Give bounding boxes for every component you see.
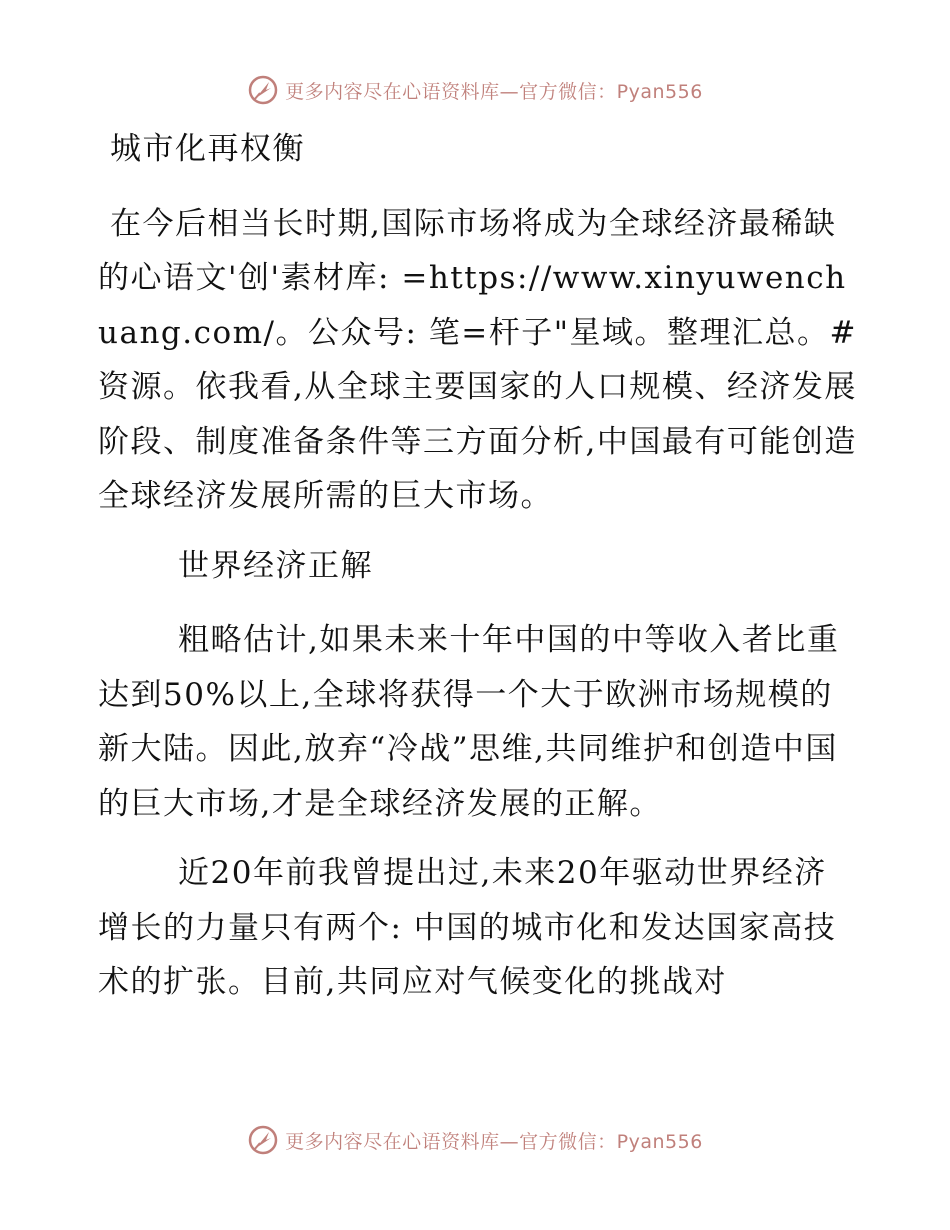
feather-logo-icon — [247, 74, 279, 106]
section-heading-urbanization: 城市化再权衡 — [110, 131, 305, 167]
document-body — [98, 122, 858, 1025]
watermark-header — [0, 70, 950, 110]
paragraph-global-market: 在今后相当长时期,国际市场将成为全球经济最稀缺的心语文'创'素材库: =https://www.xinyuwenchuang.com/。公众号: 笔=杆子"星域。整理汇总。#资源。依我看,从全球主要国家的人口规模、经济发展阶段、制度准备条件等三方面分析,中国最有可能创造全球经济发展所需的巨大市场。 — [98, 205, 857, 514]
watermark-text: 更多内容尽在心语资料库—官方微信：Pyan556 — [285, 1130, 703, 1153]
paragraph-growth-drivers: 近20年前我曾提出过,未来20年驱动世界经济增长的力量只有两个: 中国的城市化和发达国家高技术的扩张。目前,共同应对气候变化的挑战对 — [98, 855, 837, 1000]
watermark-text: 更多内容尽在心语资料库—官方微信：Pyan556 — [285, 80, 703, 103]
feather-logo-icon — [247, 1124, 279, 1156]
paragraph-middle-income: 粗略估计,如果未来十年中国的中等收入者比重达到50%以上,全球将获得一个大于欧洲市场规模的新大陆。因此,放弃“冷战”思维,共同维护和创造中国的巨大市场,才是全球经济发展的正解。 — [98, 622, 840, 822]
watermark-footer — [0, 1120, 950, 1160]
section-heading-world-economy: 世界经济正解 — [178, 547, 373, 584]
